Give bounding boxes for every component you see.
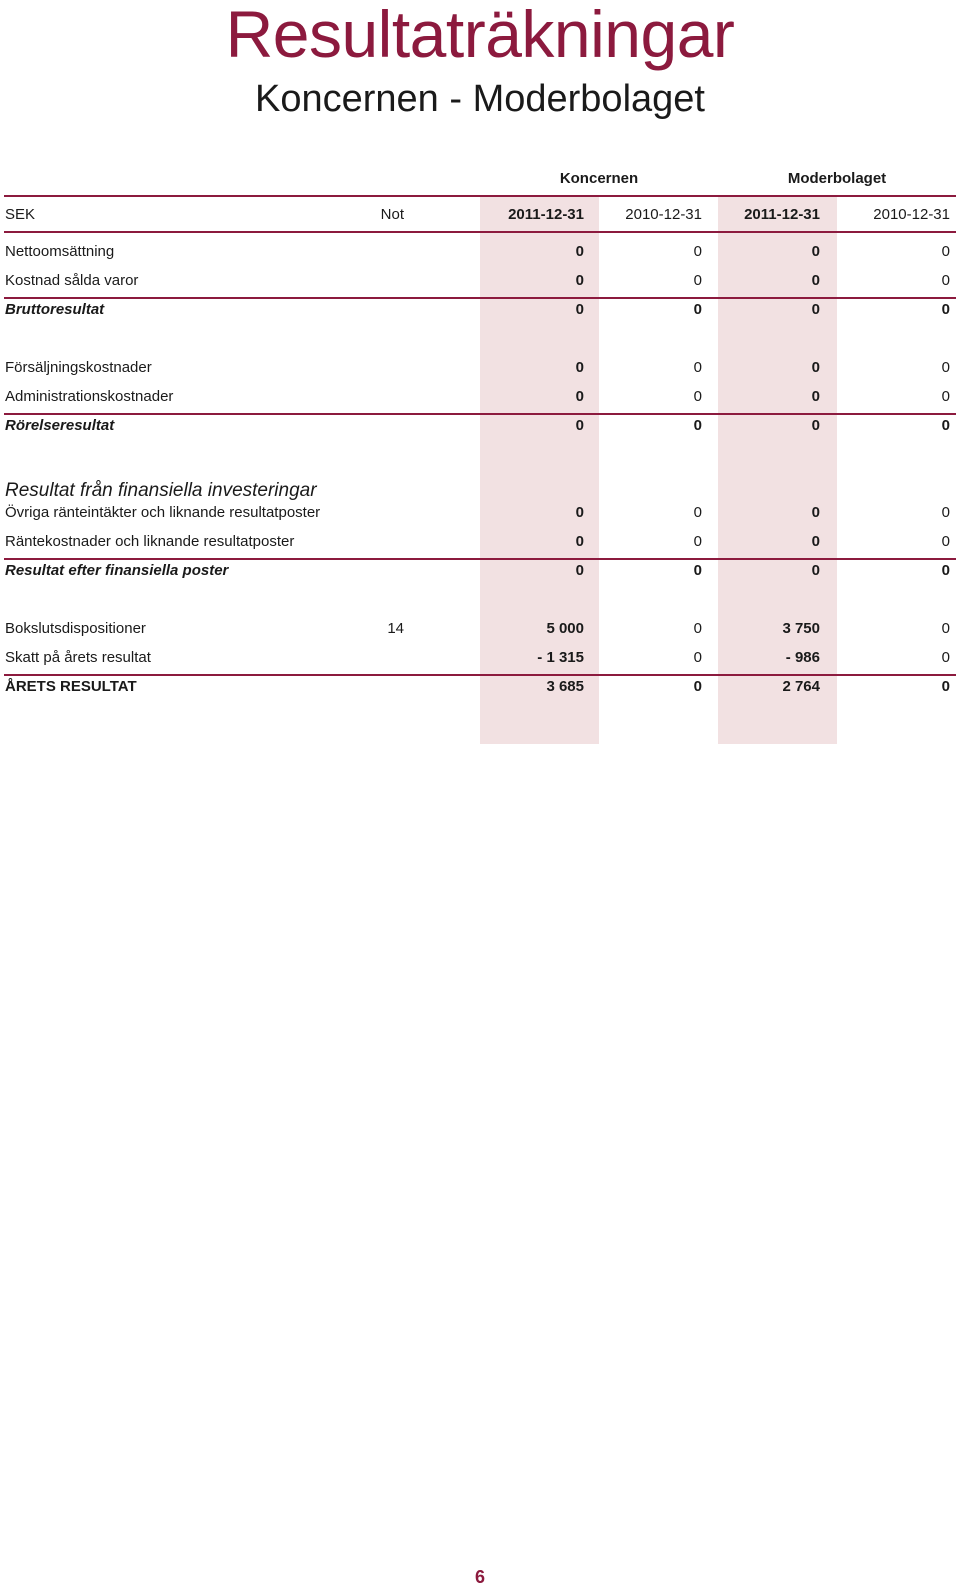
row-value: 0	[575, 417, 584, 434]
section-heading: Resultat från finansiella investeringar	[5, 480, 317, 501]
row-value: 0	[941, 620, 950, 637]
header-date: 2011-12-31	[744, 206, 820, 223]
page-number: 6	[474, 1567, 485, 1587]
subtotal-row	[0, 296, 960, 324]
table-row	[0, 499, 960, 527]
row-value: 0	[811, 359, 820, 376]
row-label: Rörelseresultat	[5, 417, 115, 434]
row-value: 5 000	[546, 620, 584, 637]
table-row	[0, 238, 960, 266]
row-value: 0	[693, 359, 702, 376]
row-value: 0	[693, 620, 702, 637]
page-title: Resultaträkningar	[225, 0, 735, 71]
row-value: 0	[575, 359, 584, 376]
row-value: 0	[575, 504, 584, 521]
row-value: 2 764	[782, 678, 820, 695]
row-value: 0	[811, 562, 820, 579]
row-value: 0	[941, 504, 950, 521]
row-value: 0	[941, 417, 950, 434]
row-value: - 1 315	[537, 649, 584, 666]
header-sek: SEK	[5, 206, 36, 223]
header-date: 2010-12-31	[625, 206, 702, 223]
row-value: 0	[811, 301, 820, 318]
row-value: 0	[941, 388, 950, 405]
table-row	[0, 528, 960, 556]
row-value: - 986	[785, 649, 820, 666]
header-top-rule	[4, 195, 956, 197]
row-value: 0	[693, 649, 702, 666]
row-note: 14	[387, 620, 404, 637]
header-date: 2010-12-31	[873, 206, 950, 223]
row-value: 0	[693, 678, 702, 695]
row-value: 0	[941, 243, 950, 260]
row-value: 3 685	[546, 678, 584, 695]
table-row	[0, 644, 960, 672]
group-heading-moderbolaget: Moderbolaget	[787, 170, 887, 187]
page-subtitle: Koncernen - Moderbolaget	[255, 78, 705, 120]
row-value: 0	[941, 301, 950, 318]
row-label: Försäljningskostnader	[5, 359, 152, 376]
row-label: Administrationskostnader	[5, 388, 174, 405]
row-value: 0	[575, 243, 584, 260]
row-value: 3 750	[782, 620, 820, 637]
row-value: 0	[941, 359, 950, 376]
row-value: 0	[693, 272, 702, 289]
subtotal-row	[0, 557, 960, 585]
row-label: Bruttoresultat	[5, 301, 105, 318]
row-label: Resultat efter finansiella poster	[5, 562, 229, 579]
row-value: 0	[811, 272, 820, 289]
row-value: 0	[941, 678, 950, 695]
row-value: 0	[693, 243, 702, 260]
row-value: 0	[575, 562, 584, 579]
row-value: 0	[941, 533, 950, 550]
row-value: 0	[693, 301, 702, 318]
total-row	[0, 673, 960, 701]
row-label: Kostnad sålda varor	[5, 272, 139, 289]
subtotal-row	[0, 412, 960, 440]
row-value: 0	[693, 562, 702, 579]
row-label: ÅRETS RESULTAT	[5, 678, 137, 695]
row-label: Skatt på årets resultat	[5, 649, 151, 666]
row-value: 0	[575, 301, 584, 318]
row-value: 0	[811, 533, 820, 550]
row-value: 0	[811, 243, 820, 260]
row-value: 0	[693, 417, 702, 434]
header-date: 2011-12-31	[508, 206, 584, 223]
row-label: Räntekostnader och liknande resultatposter	[5, 533, 295, 550]
table-row	[0, 354, 960, 382]
row-value: 0	[575, 533, 584, 550]
header-not: Not	[380, 206, 404, 223]
row-value: 0	[941, 272, 950, 289]
table-row	[0, 383, 960, 411]
header-bottom-rule	[4, 231, 956, 233]
group-heading-koncernen: Koncernen	[559, 170, 639, 187]
row-value: 0	[811, 417, 820, 434]
row-value: 0	[575, 388, 584, 405]
table-row	[0, 615, 960, 643]
row-label: Nettoomsättning	[5, 243, 115, 260]
row-value: 0	[693, 388, 702, 405]
row-value: 0	[693, 533, 702, 550]
table-row	[0, 267, 960, 295]
row-value: 0	[811, 388, 820, 405]
row-label: Bokslutsdispositioner	[5, 620, 146, 637]
row-value: 0	[693, 504, 702, 521]
header-row	[0, 201, 960, 229]
row-value: 0	[811, 504, 820, 521]
row-value: 0	[941, 649, 950, 666]
row-value: 0	[575, 272, 584, 289]
row-value: 0	[941, 562, 950, 579]
row-label: Övriga ränteintäkter och liknande resultatposter	[5, 504, 321, 521]
